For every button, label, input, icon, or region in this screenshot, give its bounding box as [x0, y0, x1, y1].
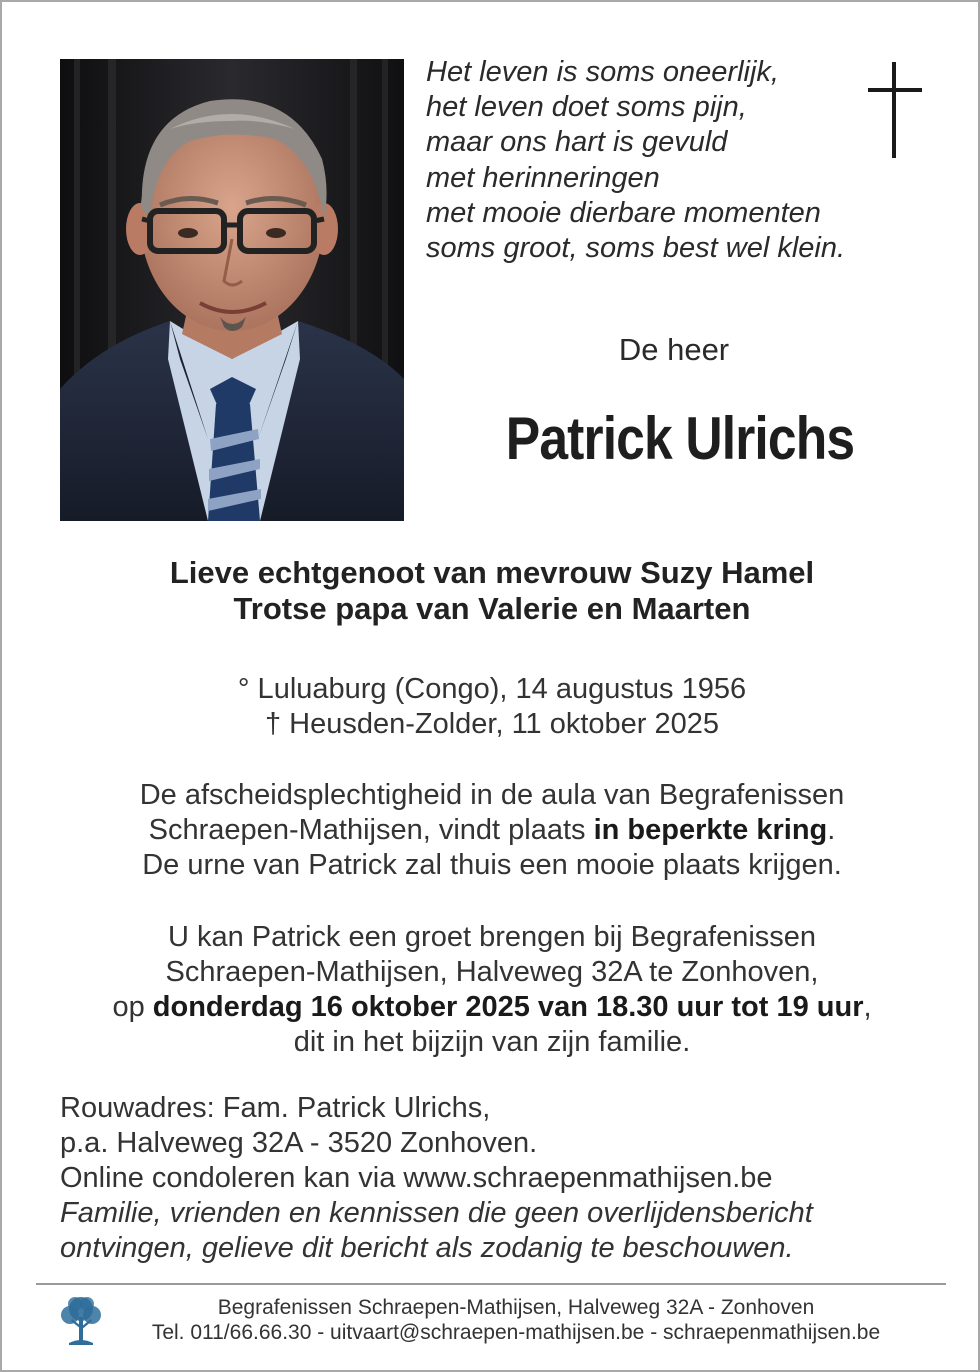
relation-line: Lieve echtgenoot van mevrouw Suzy Hamel	[169, 555, 815, 590]
ceremony-text: Schraepen-Mathijsen, vindt plaats	[148, 814, 594, 846]
cross-icon	[866, 62, 926, 162]
tree-logo-icon	[59, 1295, 103, 1347]
mourning-address	[60, 1091, 960, 1266]
ceremony-punct: .	[827, 814, 836, 846]
ceremony-line	[2, 813, 980, 848]
ceremony-line: De afscheidsplechtigheid in de aula van Begrafenissen	[139, 779, 845, 811]
address-line: Rouwadres: Fam. Patrick Ulrichs,	[60, 1092, 491, 1124]
funeral-home-footer	[106, 1295, 926, 1345]
relation-line: Trotse papa van Valerie en Maarten	[233, 591, 751, 626]
notice-line: ontvingen, gelieve dit bericht als zodanig te beschouwen.	[60, 1232, 794, 1264]
poem	[426, 55, 896, 266]
footer-divider	[36, 1283, 946, 1285]
visit-line: dit in het bijzijn van zijn familie.	[293, 1026, 691, 1058]
deceased-name: Patrick Ulrichs	[505, 405, 855, 472]
poem-line: Het leven is soms oneerlijk,	[426, 56, 779, 88]
visit-punct: ,	[863, 991, 872, 1023]
condolence-line: Online condoleren kan via www.schraepenmathijsen.be	[60, 1162, 773, 1194]
footer-address: Begrafenissen Schraepen-Mathijsen, Halveweg 32A - Zonhoven	[217, 1296, 815, 1319]
address-line: p.a. Halveweg 32A - 3520 Zonhoven.	[60, 1127, 538, 1159]
poem-line: met mooie dierbare momenten	[426, 196, 821, 229]
birth-date: ° Luluaburg (Congo), 14 augustus 1956	[237, 673, 747, 705]
visit-datetime: donderdag 16 oktober 2025 van 18.30 uur tot 19 uur	[152, 991, 864, 1023]
ceremony-emphasis: in beperkte kring	[593, 814, 828, 846]
visit-line: U kan Patrick een groet brengen bij Begrafenissen	[167, 921, 817, 953]
relations	[2, 555, 980, 627]
ceremony-line: De urne van Patrick zal thuis een mooie plaats krijgen.	[142, 849, 842, 881]
visit-line: Schraepen-Mathijsen, Halveweg 32A te Zonhoven,	[165, 956, 819, 988]
salutation: De heer	[618, 332, 730, 367]
portrait-photo	[60, 59, 404, 521]
footer-contact: Tel. 011/66.66.30 - uitvaart@schraepen-mathijsen.be - schraepenmathijsen.be	[151, 1321, 881, 1344]
poem-line: soms groot, soms best wel klein.	[426, 232, 846, 265]
visit-text: op	[112, 991, 153, 1023]
ceremony-info	[2, 778, 980, 883]
poem-line: het leven doet soms pijn,	[426, 91, 747, 124]
notice-line: Familie, vrienden en kennissen die geen overlijdensbericht	[60, 1197, 813, 1229]
visit-line	[2, 990, 980, 1025]
poem-line: maar ons hart is gevuld	[426, 126, 728, 159]
visit-info	[2, 920, 980, 1060]
poem-line: met herinneringen	[426, 161, 660, 194]
dates	[2, 672, 980, 742]
death-date: † Heusden-Zolder, 11 oktober 2025	[264, 708, 720, 740]
